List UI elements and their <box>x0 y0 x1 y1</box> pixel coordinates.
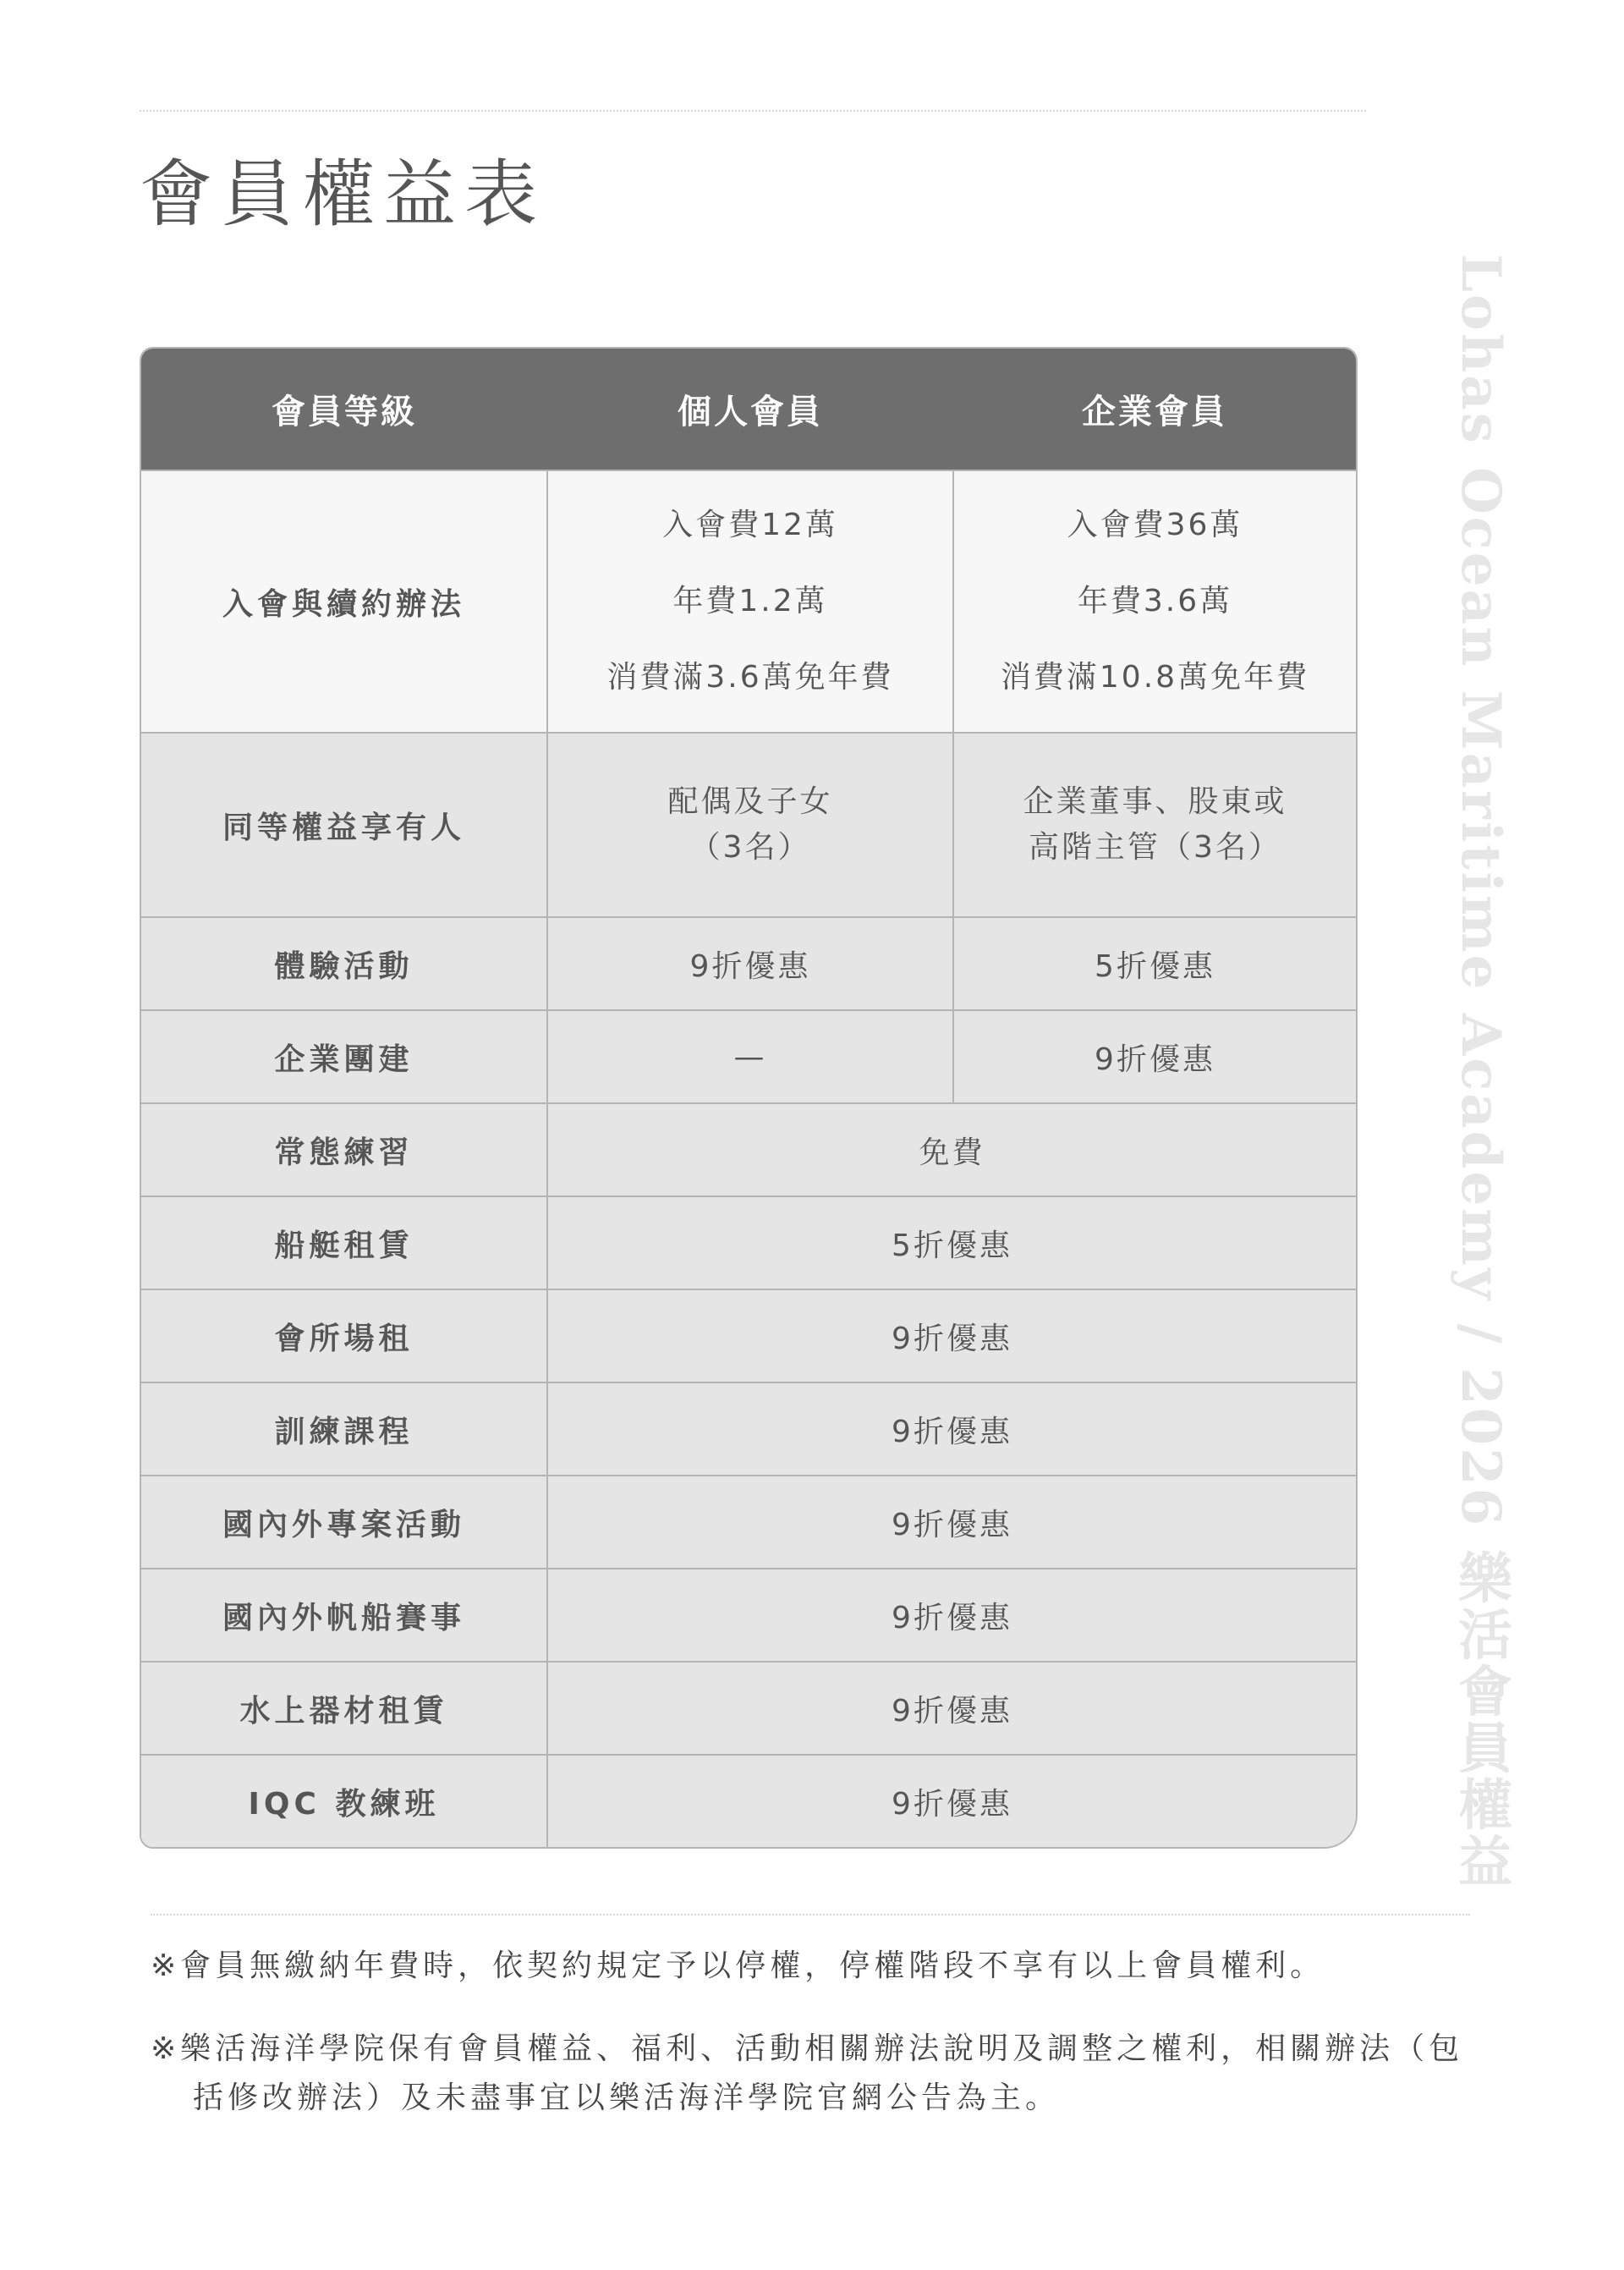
row-value: 免費 <box>547 1103 1356 1196</box>
row-value: 9折優惠 <box>547 1382 1356 1476</box>
equal-corporate-line-1: 企業董事、股東或 <box>1023 784 1287 819</box>
experience-corporate-cell: 5折優惠 <box>953 917 1356 1010</box>
row-label: 水上器材租賃 <box>141 1662 547 1755</box>
row-label: 船艇租賃 <box>141 1196 547 1289</box>
row-value: 5折優惠 <box>547 1196 1356 1289</box>
equal-personal-line-2: （3名） <box>689 830 811 865</box>
note-rights-reserved: ※樂活海洋學院保有會員權益、福利、活動相關辦法說明及調整之權利，相關辦法（包括修改辦法）及未盡事宜以樂活海洋學院官網公告為主。 <box>151 2031 1464 2115</box>
row-label: IQC 教練班 <box>141 1755 547 1847</box>
row-value: 9折優惠 <box>547 1569 1356 1662</box>
notes-section <box>151 1942 1470 2157</box>
row-value: 9折優惠 <box>547 1476 1356 1569</box>
side-watermark-text: Lohas Ocean Maritime Academy / 2026 樂活會員權益 <box>1449 254 1512 1890</box>
header-personal: 個人會員 <box>547 349 953 470</box>
table-row-experience <box>141 917 1356 1010</box>
experience-personal-cell: 9折優惠 <box>547 917 953 1010</box>
row-label: 常態練習 <box>141 1103 547 1196</box>
note-suspension: ※會員無繳納年費時，依契約規定予以停權，停權階段不享有以上會員權利。 <box>151 1948 1325 1983</box>
equal-personal-cell <box>547 733 953 917</box>
row-label: 國內外帆船賽事 <box>141 1569 547 1662</box>
equal-personal-line-1: 配偶及子女 <box>667 784 833 819</box>
notes-divider <box>151 1914 1470 1915</box>
header-corporate: 企業會員 <box>953 349 1356 470</box>
corporate-fee-waiver: 消費滿10.8萬免年費 <box>1000 660 1310 695</box>
table-row <box>141 1755 1356 1847</box>
table-row <box>141 1382 1356 1476</box>
table-row <box>141 1662 1356 1755</box>
table-row <box>141 1289 1356 1382</box>
row-label: 體驗活動 <box>141 917 547 1010</box>
personal-annual-fee: 年費1.2萬 <box>672 584 828 618</box>
join-personal-cell <box>547 470 953 733</box>
corporate-entry-fee: 入會費36萬 <box>1067 508 1243 542</box>
table-row <box>141 1103 1356 1196</box>
row-label: 國內外專案活動 <box>141 1476 547 1569</box>
table-row-teambuilding <box>141 1010 1356 1103</box>
row-value: 9折優惠 <box>547 1662 1356 1755</box>
table-header-row <box>141 349 1356 470</box>
equal-corporate-line-2: 高階主管（3名） <box>1029 830 1281 865</box>
row-label: 會所場租 <box>141 1289 547 1382</box>
join-corporate-cell <box>953 470 1356 733</box>
equal-corporate-cell <box>953 733 1356 917</box>
table-row-equal <box>141 733 1356 917</box>
table-row <box>141 1569 1356 1662</box>
top-divider <box>140 110 1366 112</box>
table-row <box>141 1476 1356 1569</box>
table-row <box>141 1196 1356 1289</box>
corporate-annual-fee: 年費3.6萬 <box>1077 584 1233 618</box>
personal-entry-fee: 入會費12萬 <box>662 508 838 542</box>
row-label: 企業團建 <box>141 1010 547 1103</box>
row-value: 9折優惠 <box>547 1289 1356 1382</box>
table-row-join <box>141 470 1356 733</box>
page-title: 會員權益表 <box>140 152 546 237</box>
benefits-table <box>140 347 1358 1849</box>
row-value: 9折優惠 <box>547 1755 1356 1847</box>
teambuilding-corporate-cell: 9折優惠 <box>953 1010 1356 1103</box>
row-label: 入會與續約辦法 <box>141 470 547 733</box>
personal-fee-waiver: 消費滿3.6萬免年費 <box>606 660 894 695</box>
row-label: 同等權益享有人 <box>141 733 547 917</box>
teambuilding-personal-cell: — <box>547 1010 953 1103</box>
row-label: 訓練課程 <box>141 1382 547 1476</box>
header-level: 會員等級 <box>141 349 547 470</box>
